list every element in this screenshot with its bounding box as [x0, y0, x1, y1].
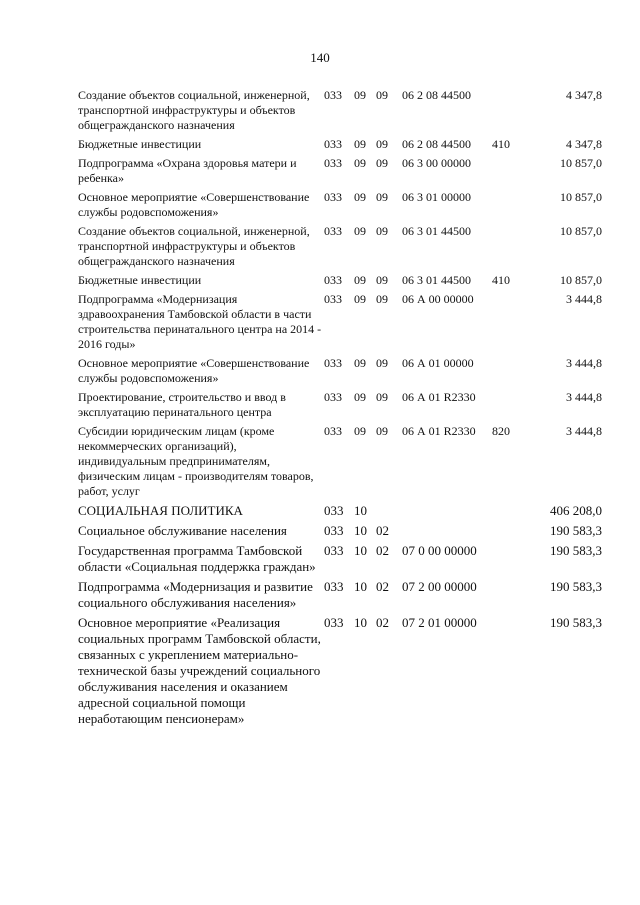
row-section-code: 09: [354, 356, 366, 370]
row-target-article: 07 2 01 00000: [402, 615, 477, 630]
row-subsection-code: 09: [376, 190, 388, 204]
table-row: [78, 543, 608, 575]
row-subsection-code: 09: [376, 88, 388, 102]
row-name: Субсидии юридическим лицам (кроме некоммерческих организаций), индивидуальным предпринимателям, физическим лицам - производителям товаров, работ, услуг: [78, 424, 314, 498]
table-row: [78, 137, 608, 152]
row-target-article: 06 А 00 00000: [402, 292, 474, 306]
row-ved-code: 033: [324, 292, 342, 306]
row-ved-code: 033: [324, 273, 342, 287]
table-row: [78, 579, 608, 611]
row-amount: 4 347,8: [566, 137, 602, 151]
row-amount: 10 857,0: [560, 156, 602, 170]
table-row: [78, 292, 608, 352]
table-row: [78, 523, 608, 539]
row-target-article: 06 2 08 44500: [402, 88, 471, 102]
row-target-article: 06 3 01 00000: [402, 190, 471, 204]
row-subsection-code: 02: [376, 523, 389, 538]
row-target-article: 07 0 00 00000: [402, 543, 477, 558]
table-row: [78, 156, 608, 186]
row-amount: 3 444,8: [566, 424, 602, 438]
row-name: Создание объектов социальной, инженерной, транспортной инфраструктуры и объектов общегражданского назначения: [78, 88, 310, 132]
row-subsection-code: 09: [376, 356, 388, 370]
row-amount: 190 583,3: [550, 523, 602, 538]
table-row: [78, 356, 608, 386]
row-ved-code: 033: [324, 356, 342, 370]
row-ved-code: 033: [324, 615, 344, 630]
row-subsection-code: 09: [376, 273, 388, 287]
row-target-article: 06 3 01 44500: [402, 224, 471, 238]
row-section-code: 10: [354, 503, 367, 518]
row-subsection-code: 09: [376, 137, 388, 151]
row-ved-code: 033: [324, 137, 342, 151]
row-target-article: 06 А 01 00000: [402, 356, 474, 370]
row-target-article: 06 3 01 44500: [402, 273, 471, 287]
row-name: СОЦИАЛЬНАЯ ПОЛИТИКА: [78, 503, 243, 518]
row-name: Основное мероприятие «Совершенствование службы родовспоможения»: [78, 356, 310, 385]
row-section-code: 09: [354, 156, 366, 170]
row-expense-type: 410: [492, 273, 510, 287]
row-ved-code: 033: [324, 88, 342, 102]
budget-table: [78, 88, 608, 731]
row-name: Проектирование, строительство и ввод в эксплуатацию перинатального центра: [78, 390, 286, 419]
row-section-code: 09: [354, 292, 366, 306]
table-row: [78, 224, 608, 269]
row-subsection-code: 02: [376, 543, 389, 558]
row-amount: 406 208,0: [550, 503, 602, 518]
row-ved-code: 033: [324, 156, 342, 170]
row-amount: 10 857,0: [560, 224, 602, 238]
row-section-code: 09: [354, 424, 366, 438]
row-expense-type: 410: [492, 137, 510, 151]
row-section-code: 10: [354, 615, 367, 630]
row-name: Государственная программа Тамбовской области «Социальная поддержка граждан»: [78, 543, 316, 574]
row-section-code: 09: [354, 273, 366, 287]
row-ved-code: 033: [324, 390, 342, 404]
row-subsection-code: 09: [376, 292, 388, 306]
row-target-article: 06 2 08 44500: [402, 137, 471, 151]
row-name: Основное мероприятие «Совершенствование службы родовспоможения»: [78, 190, 310, 219]
row-section-code: 09: [354, 224, 366, 238]
row-amount: 3 444,8: [566, 292, 602, 306]
table-row: [78, 503, 608, 519]
row-subsection-code: 09: [376, 156, 388, 170]
row-ved-code: 033: [324, 503, 344, 518]
row-section-code: 10: [354, 543, 367, 558]
row-subsection-code: 02: [376, 615, 389, 630]
row-name: Бюджетные инвестиции: [78, 137, 202, 151]
row-subsection-code: 09: [376, 424, 388, 438]
table-row: [78, 424, 608, 499]
row-ved-code: 033: [324, 523, 344, 538]
row-section-code: 09: [354, 190, 366, 204]
page-number: 140: [310, 50, 330, 65]
row-ved-code: 033: [324, 579, 344, 594]
table-row: [78, 615, 608, 727]
row-ved-code: 033: [324, 224, 342, 238]
row-section-code: 10: [354, 579, 367, 594]
row-ved-code: 033: [324, 424, 342, 438]
row-target-article: 07 2 00 00000: [402, 579, 477, 594]
row-amount: 10 857,0: [560, 273, 602, 287]
row-subsection-code: 09: [376, 390, 388, 404]
row-name: Создание объектов социальной, инженерной, транспортной инфраструктуры и объектов общегражданского назначения: [78, 224, 310, 268]
table-row: [78, 88, 608, 133]
row-amount: 4 347,8: [566, 88, 602, 102]
row-amount: 190 583,3: [550, 579, 602, 594]
row-target-article: 06 А 01 R2330: [402, 424, 476, 438]
row-amount: 3 444,8: [566, 356, 602, 370]
row-amount: 190 583,3: [550, 615, 602, 630]
row-amount: 3 444,8: [566, 390, 602, 404]
row-target-article: 06 А 01 R2330: [402, 390, 476, 404]
row-amount: 10 857,0: [560, 190, 602, 204]
row-section-code: 09: [354, 137, 366, 151]
row-section-code: 09: [354, 390, 366, 404]
row-name: Подпрограмма «Модернизация и развитие социального обслуживания населения»: [78, 579, 313, 610]
row-name: Социальное обслуживание населения: [78, 523, 287, 538]
row-name: Основное мероприятие «Реализация социальных программ Тамбовской области, связанных с укреплением материально-технической базы учреждений социального обслуживания населения и оказанием адресной социальной помощи неработающим пенсионерам»: [78, 615, 321, 726]
row-subsection-code: 02: [376, 579, 389, 594]
row-subsection-code: 09: [376, 224, 388, 238]
row-name: Подпрограмма «Охрана здоровья матери и ребенка»: [78, 156, 297, 185]
row-ved-code: 033: [324, 543, 344, 558]
row-ved-code: 033: [324, 190, 342, 204]
row-amount: 190 583,3: [550, 543, 602, 558]
row-name: Бюджетные инвестиции: [78, 273, 202, 287]
row-target-article: 06 3 00 00000: [402, 156, 471, 170]
row-section-code: 09: [354, 88, 366, 102]
row-expense-type: 820: [492, 424, 510, 438]
row-section-code: 10: [354, 523, 367, 538]
table-row: [78, 190, 608, 220]
table-row: [78, 390, 608, 420]
table-row: [78, 273, 608, 288]
row-name: Подпрограмма «Модернизация здравоохранения Тамбовской области в части строительства перинатального центра на 2014 - 2016 годы»: [78, 292, 322, 351]
